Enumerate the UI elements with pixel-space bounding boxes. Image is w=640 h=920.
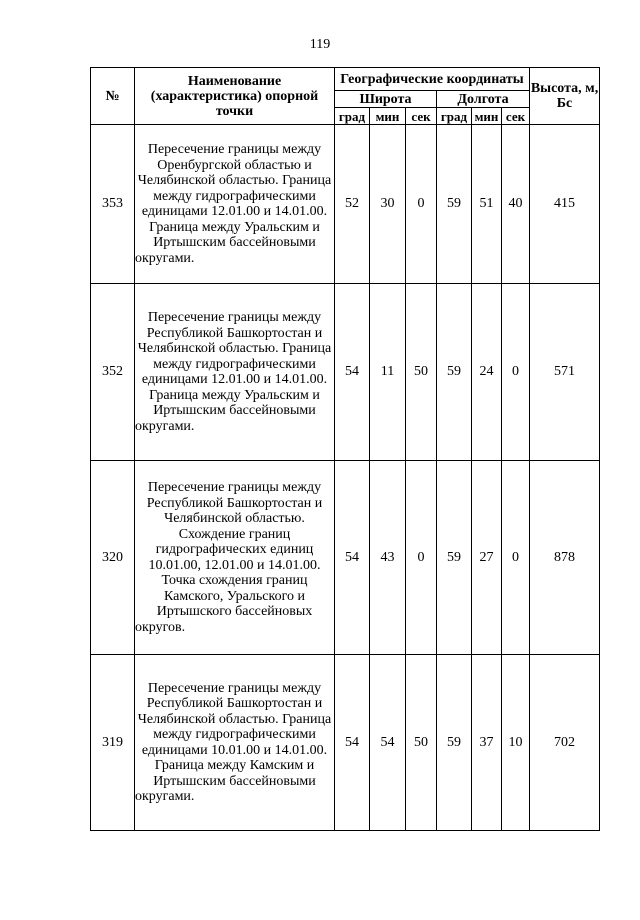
cell-name: Пересечение границы между Республикой Башкортостан и Челябинской областью. Граница между гидрографическими единицами 12.01.00 и 14.01.00. Граница между Уральским и Иртышским бассейновыми округами.	[135, 284, 335, 461]
cell-lat-min: 11	[370, 284, 406, 461]
cell-lon-deg: 59	[437, 461, 472, 655]
header-lat-min: мин	[370, 108, 406, 125]
cell-lat-sec: 50	[406, 655, 437, 831]
cell-lon-sec: 0	[502, 461, 530, 655]
cell-lat-min: 30	[370, 125, 406, 284]
coordinates-table	[90, 67, 600, 831]
cell-number: 352	[91, 284, 135, 461]
cell-lon-deg: 59	[437, 125, 472, 284]
cell-lon-sec: 10	[502, 655, 530, 831]
table-row	[91, 655, 600, 831]
cell-number: 319	[91, 655, 135, 831]
cell-name: Пересечение границы между Республикой Башкортостан и Челябинской областью. Схождение границ гидрографических единиц 10.01.00, 12.01.00 и 14.01.00. Точка схождения границ Камского, Уральского и Иртышского бассейновых округов.	[135, 461, 335, 655]
header-geo-coordinates: Географические координаты	[335, 68, 530, 91]
cell-lon-min: 51	[472, 125, 502, 284]
cell-lat-min: 43	[370, 461, 406, 655]
cell-height: 702	[530, 655, 600, 831]
page-number: 119	[309, 37, 331, 52]
cell-number: 320	[91, 461, 135, 655]
cell-lat-min: 54	[370, 655, 406, 831]
cell-lat-sec: 50	[406, 284, 437, 461]
header-lon-deg: град	[437, 108, 472, 125]
table-row	[91, 125, 600, 284]
cell-name: Пересечение границы между Оренбургской областью и Челябинской областью. Граница между гидрографическими единицами 12.01.00 и 14.01.00. Граница между Уральским и Иртышским бассейновыми округами.	[135, 125, 335, 284]
cell-lat-deg: 54	[335, 655, 370, 831]
header-latitude: Широта	[335, 91, 437, 108]
cell-lon-min: 27	[472, 461, 502, 655]
table-row	[91, 284, 600, 461]
cell-lat-deg: 54	[335, 461, 370, 655]
cell-lon-sec: 0	[502, 284, 530, 461]
cell-number: 353	[91, 125, 135, 284]
cell-height: 415	[530, 125, 600, 284]
header-name: Наименование (характеристика) опорной точки	[135, 68, 335, 125]
header-lat-deg: град	[335, 108, 370, 125]
header-lon-min: мин	[472, 108, 502, 125]
header-height: Высота, м, Бс	[530, 68, 600, 125]
header-longitude: Долгота	[437, 91, 530, 108]
cell-height: 878	[530, 461, 600, 655]
table-row	[91, 461, 600, 655]
header-lon-sec: сек	[502, 108, 530, 125]
cell-height: 571	[530, 284, 600, 461]
cell-lat-deg: 54	[335, 284, 370, 461]
cell-lon-deg: 59	[437, 284, 472, 461]
cell-lat-deg: 52	[335, 125, 370, 284]
cell-lon-min: 24	[472, 284, 502, 461]
cell-lon-min: 37	[472, 655, 502, 831]
cell-lon-sec: 40	[502, 125, 530, 284]
header-number: №	[91, 68, 135, 125]
header-lat-sec: сек	[406, 108, 437, 125]
cell-lat-sec: 0	[406, 125, 437, 284]
cell-lat-sec: 0	[406, 461, 437, 655]
cell-name: Пересечение границы между Республикой Башкортостан и Челябинской областью. Граница между гидрографическими единицами 10.01.00 и 14.01.00. Граница между Камским и Иртышским бассейновыми округами.	[135, 655, 335, 831]
cell-lon-deg: 59	[437, 655, 472, 831]
